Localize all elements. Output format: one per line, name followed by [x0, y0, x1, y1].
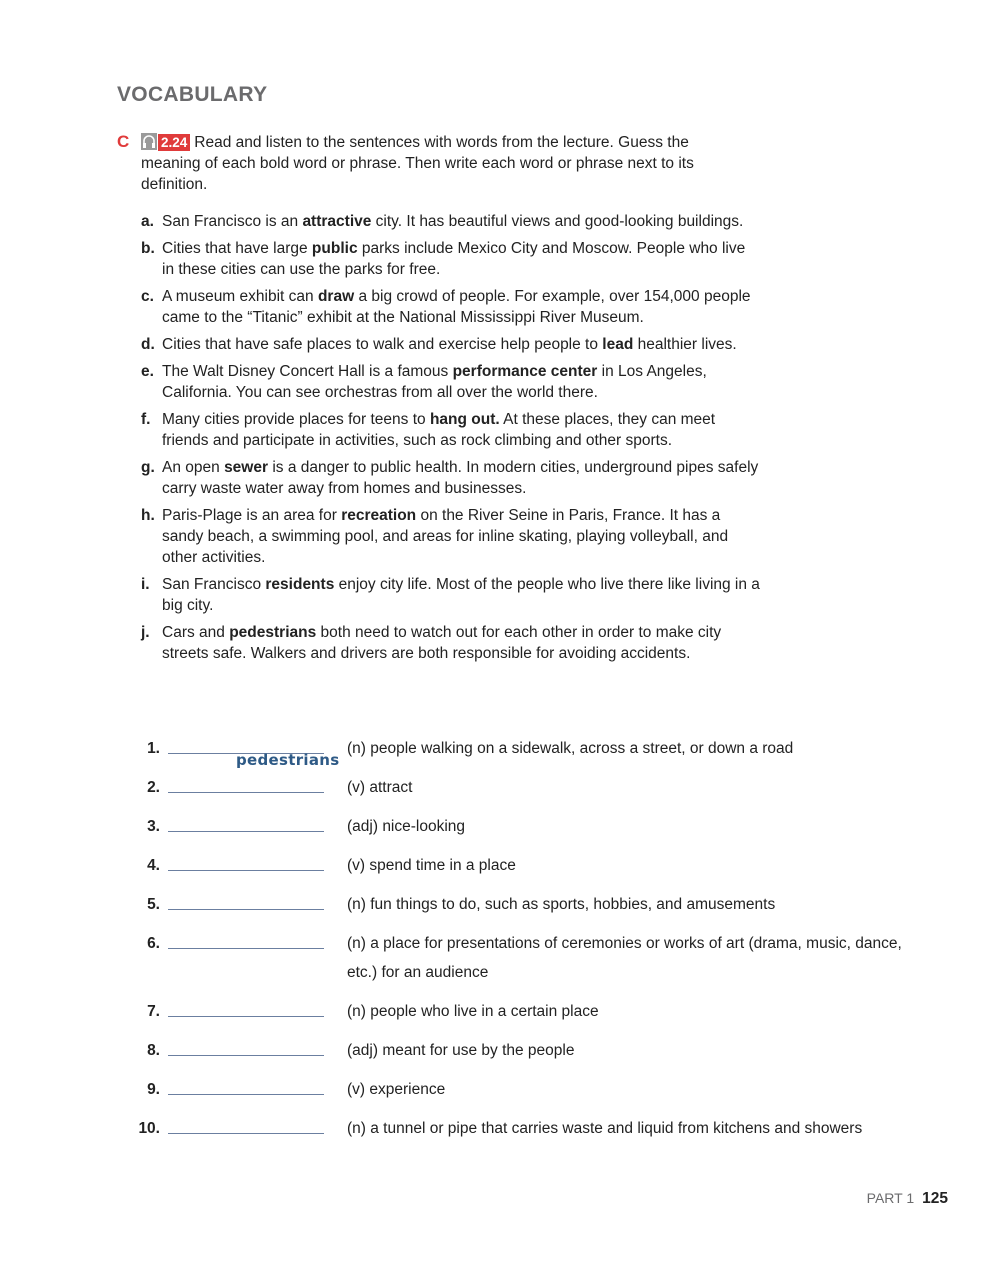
sentence-label: b.: [141, 240, 155, 257]
answer-row: [130, 1110, 910, 1149]
exercise-letter: C: [117, 132, 130, 151]
instructions-text: Read and listen to the sentences with words from the lecture. Guess the meaning of each bold word or phrase. Then write each word or phrase next to its definition.: [141, 134, 694, 193]
answer-number: 1.: [147, 740, 160, 757]
definition: (adj) meant for use by the people: [347, 1042, 575, 1059]
sentence-label: h.: [141, 507, 155, 524]
page-number: 125: [922, 1190, 948, 1207]
sentence-item: g. An open sewer is a danger to public health. In modern cities, underground pipes safely carry waste water away from homes and businesses.: [141, 459, 759, 497]
headphones-icon[interactable]: [141, 133, 157, 150]
sentence-label: c.: [141, 288, 154, 305]
definition: (n) fun things to do, such as sports, hobbies, and amusements: [347, 896, 776, 913]
sentence-label: j.: [141, 624, 150, 641]
definition: (n) people walking on a sidewalk, across a street, or down a road: [347, 740, 794, 757]
answer-blank[interactable]: [168, 909, 324, 910]
answer-blank[interactable]: [168, 948, 324, 949]
sentence-item: j. Cars and pedestrians both need to watch out for each other in order to make city streets safe. Walkers and drivers are both responsible for avoiding accidents.: [141, 624, 722, 662]
answer-number: 7.: [147, 1003, 160, 1020]
answer-row: [130, 886, 910, 925]
answer-number: 10.: [138, 1120, 160, 1137]
answer-number: 4.: [147, 857, 160, 874]
answer-row: [130, 808, 910, 847]
definition: (v) attract: [347, 779, 413, 796]
vocab-word: sewer: [224, 459, 269, 476]
answer-list: [130, 730, 910, 1149]
sentence-item: d. Cities that have safe places to walk and exercise help people to lead healthier lives.: [141, 336, 737, 353]
answer-number: 5.: [147, 896, 160, 913]
sentence-label: d.: [141, 336, 155, 353]
section-heading: VOCABULARY: [117, 83, 268, 106]
answer-blank[interactable]: [168, 792, 324, 793]
vocab-word: draw: [317, 288, 355, 305]
answer-number: 8.: [147, 1042, 160, 1059]
page-footer: [867, 1190, 948, 1208]
vocab-word: residents: [265, 576, 335, 593]
answer-blank[interactable]: [168, 1055, 324, 1056]
part-label: PART 1: [866, 1190, 915, 1206]
vocab-word: public: [311, 240, 358, 257]
sentence-item: c. A museum exhibit can draw a big crowd of people. For example, over 154,000 people came to the “Titanic” exhibit at the National Mississippi River Museum.: [141, 288, 751, 326]
definition: (n) a tunnel or pipe that carries waste and liquid from kitchens and showers: [347, 1120, 863, 1137]
sentence-label: i.: [141, 576, 150, 593]
definition: (n) people who live in a certain place: [347, 1003, 599, 1020]
sentence-item: f. Many cities provide places for teens to hang out. At these places, they can meet friends and participate in activities, such as rock climbing and other sports.: [141, 411, 716, 449]
sentence-item: e. The Walt Disney Concert Hall is a famous performance center in Los Angeles, California. You can see orchestras from all over the world there.: [141, 363, 707, 401]
answer-blank[interactable]: [168, 1016, 324, 1017]
sentence-label: f.: [141, 411, 151, 428]
answer-blank[interactable]: [168, 1133, 324, 1134]
definition: (v) experience: [347, 1081, 446, 1098]
answer-number: 9.: [147, 1081, 160, 1098]
answer-number: 2.: [147, 779, 160, 796]
definition: (v) spend time in a place: [347, 857, 516, 874]
sentence-item: b. Cities that have large public parks include Mexico City and Moscow. People who live in these cities can use the parks for free.: [141, 240, 746, 278]
vocab-word: lead: [602, 336, 634, 353]
vocab-word: hang out.: [429, 411, 500, 428]
answer-number: 3.: [147, 818, 160, 835]
sentence-item: i. San Francisco residents enjoy city life. Most of the people who live there like living in a big city.: [141, 576, 760, 614]
answer-row: [130, 993, 910, 1032]
answer-blank[interactable]: [168, 751, 340, 769]
sentence-item: a. San Francisco is an attractive city. It has beautiful views and good-looking buildings.: [141, 213, 744, 230]
handwritten-answer: pedestrians: [236, 751, 340, 769]
sentence-label: g.: [141, 459, 155, 476]
answer-blank[interactable]: [168, 1094, 324, 1095]
answer-number: 6.: [147, 935, 160, 952]
answer-row: [130, 847, 910, 886]
answer-row: [130, 730, 910, 769]
vocab-word: recreation: [341, 507, 417, 524]
sentence-label: e.: [141, 363, 154, 380]
answer-row: [130, 1071, 910, 1110]
answer-blank[interactable]: [168, 831, 324, 832]
sentence-list: [141, 211, 761, 670]
answer-row: [130, 769, 910, 808]
exercise-instructions: [141, 132, 741, 195]
sentence-item: h. Paris-Plage is an area for recreation on the River Seine in Paris, France. It has a sandy beach, a swimming pool, and areas for inline skating, playing volleyball, and other activities.: [141, 507, 729, 566]
answer-row: [130, 1032, 910, 1071]
audio-track-badge[interactable]: 2.24: [158, 134, 190, 151]
definition: (n) a place for presentations of ceremonies or works of art (drama, music, dance, etc.) for an audience: [347, 935, 902, 981]
vocab-word: attractive: [302, 213, 372, 230]
vocab-word: pedestrians: [229, 624, 317, 641]
answer-row: [130, 925, 910, 993]
definition: (adj) nice-looking: [347, 818, 466, 835]
answer-blank[interactable]: [168, 870, 324, 871]
vocab-word: performance center: [452, 363, 598, 380]
sentence-label: a.: [141, 213, 154, 230]
